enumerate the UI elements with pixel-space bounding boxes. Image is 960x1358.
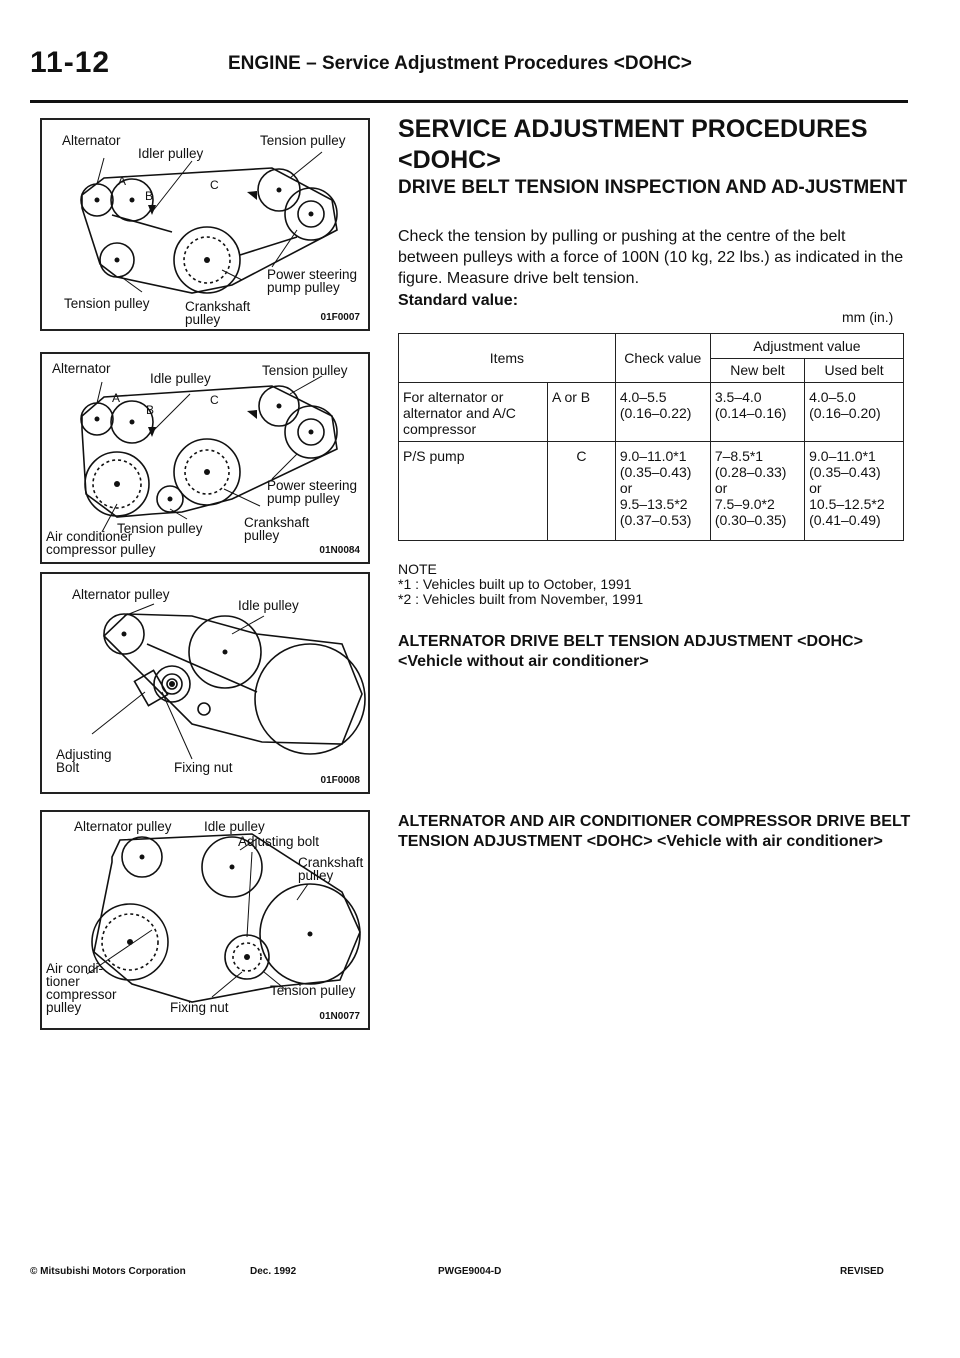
label-air-conditioner-1: Air condi- [46, 961, 104, 976]
label-fixing-nut: Fixing nut [174, 760, 233, 775]
label-alternator-pulley: Alternator pulley [72, 587, 170, 602]
label-crankshaft-pulley: pulley [185, 312, 221, 327]
note-block [398, 562, 643, 607]
label-alternator: Alternator [52, 361, 111, 376]
marker-b: B [146, 403, 155, 417]
label-pump-pulley: pump pulley [267, 280, 340, 295]
label-crankshaft: Crankshaft [298, 855, 364, 870]
footer-copyright: © Mitsubishi Motors Corporation [30, 1266, 186, 1277]
label-tension-pulley-top: Tension pulley [260, 133, 346, 148]
cell-check: 4.0–5.5 (0.16–0.22) [615, 383, 710, 442]
label-tension-pulley: Tension pulley [270, 983, 356, 998]
table-row [399, 383, 904, 442]
figure-code: 01N0084 [319, 545, 360, 556]
label-power-steering: Power steering [267, 267, 358, 282]
label-adjusting: Adjusting [56, 747, 112, 762]
header-new-belt: New belt [710, 358, 804, 383]
unit-label: mm (in.) [842, 309, 894, 325]
table-row [399, 442, 904, 541]
standard-value-label: Standard value: [398, 292, 519, 309]
marker-b: B [145, 189, 154, 203]
cell-point: C [548, 442, 616, 541]
label-crankshaft-pulley: pulley [298, 868, 334, 883]
label-tension-pulley-top: Tension pulley [262, 363, 348, 378]
note-2: *2 : Vehicles built from November, 1991 [398, 591, 644, 607]
marker-a: A [118, 174, 127, 188]
marker-a: A [112, 391, 121, 405]
footer-status: REVISED [840, 1266, 884, 1277]
header-used-belt: Used belt [805, 358, 904, 383]
label-compressor-pulley: compressor pulley [46, 542, 156, 557]
marker-c: C [210, 178, 219, 192]
label-air-conditioner-3: compressor [46, 987, 117, 1002]
label-air-conditioner-2: tioner [46, 974, 80, 989]
label-idle-pulley: Idle pulley [150, 371, 211, 386]
figure-code: 01F0008 [320, 775, 360, 786]
cell-used: 4.0–5.0 (0.16–0.20) [805, 383, 904, 442]
footer-code: PWGE9004-D [438, 1266, 502, 1277]
cell-check: 9.0–11.0*1 (0.35–0.43) or 9.5–13.5*2 (0.37–0.53) [615, 442, 710, 541]
label-idle-pulley: Idle pulley [238, 598, 299, 613]
figure-code: 01F0007 [320, 312, 360, 323]
figure-alternator-adjust-with-ac [40, 810, 370, 1030]
cell-item: P/S pump [399, 442, 548, 541]
header-divider [30, 100, 908, 103]
figure-belt-layout-2 [40, 352, 370, 564]
label-alternator: Alternator [62, 133, 121, 148]
section-heading: SERVICE ADJUSTMENT PROCEDURES <DOHC> [398, 115, 868, 174]
note-1: *1 : Vehicles built up to October, 1991 [398, 576, 632, 592]
label-bolt: Bolt [56, 760, 80, 775]
label-crankshaft-pulley: pulley [244, 528, 280, 543]
label-tension-pulley-bottom: Tension pulley [64, 296, 150, 311]
label-fixing-nut: Fixing nut [170, 1000, 229, 1015]
label-adjusting-bolt: Adjusting bolt [238, 834, 320, 849]
belt-tension-table [398, 333, 904, 541]
section-alternator-with-ac: ALTERNATOR AND AIR CONDITIONER COMPRESSOR DRIVE BELT TENSION ADJUSTMENT <DOHC> <Vehicle with air conditioner> [398, 813, 911, 850]
cell-used: 9.0–11.0*1 (0.35–0.43) or 10.5–12.5*2 (0.41–0.49) [805, 442, 904, 541]
page-header-title: ENGINE – Service Adjustment Procedures <DOHC> [228, 53, 692, 74]
label-crankshaft: Crankshaft [185, 299, 251, 314]
footer-date: Dec. 1992 [250, 1266, 297, 1277]
section-alternator-without-ac: ALTERNATOR DRIVE BELT TENSION ADJUSTMENT <DOHC> <Vehicle without air conditioner> [398, 633, 863, 670]
note-title: NOTE [398, 561, 437, 577]
label-idler-pulley: Idler pulley [138, 146, 204, 161]
instruction-paragraph: Check the tension by pulling or pushing at the centre of the belt between pulleys with a force of 100N (10 kg, 22 lbs.) as indicated in the figure. Measure drive belt tension. [398, 228, 904, 287]
cell-new: 3.5–4.0 (0.14–0.16) [710, 383, 804, 442]
label-pump-pulley: pump pulley [267, 491, 340, 506]
cell-new: 7–8.5*1 (0.28–0.33) or 7.5–9.0*2 (0.30–0.35) [710, 442, 804, 541]
header-adjustment-value: Adjustment value [710, 334, 903, 359]
marker-c: C [210, 393, 219, 407]
label-tension-pulley-mid: Tension pulley [117, 521, 203, 536]
figure-belt-layout-1 [40, 118, 370, 331]
label-idle-pulley: Idle pulley [204, 819, 265, 834]
label-power-steering: Power steering [267, 478, 358, 493]
label-air-conditioner-4: pulley [46, 1000, 82, 1015]
subsection-heading: DRIVE BELT TENSION INSPECTION AND AD-JUSTMENT [398, 177, 908, 198]
figure-alternator-adjust-no-ac [40, 572, 370, 794]
figure-code: 01N0077 [319, 1011, 360, 1022]
label-alternator-pulley: Alternator pulley [74, 819, 172, 834]
cell-point: A or B [548, 383, 616, 442]
label-air-conditioner: Air conditioner [46, 529, 133, 544]
label-crankshaft: Crankshaft [244, 515, 310, 530]
header-items: Items [399, 334, 616, 383]
cell-item: For alternator or alternator and A/C compressor [399, 383, 548, 442]
page-number: 11-12 [30, 46, 111, 79]
header-check-value: Check value [615, 334, 710, 383]
